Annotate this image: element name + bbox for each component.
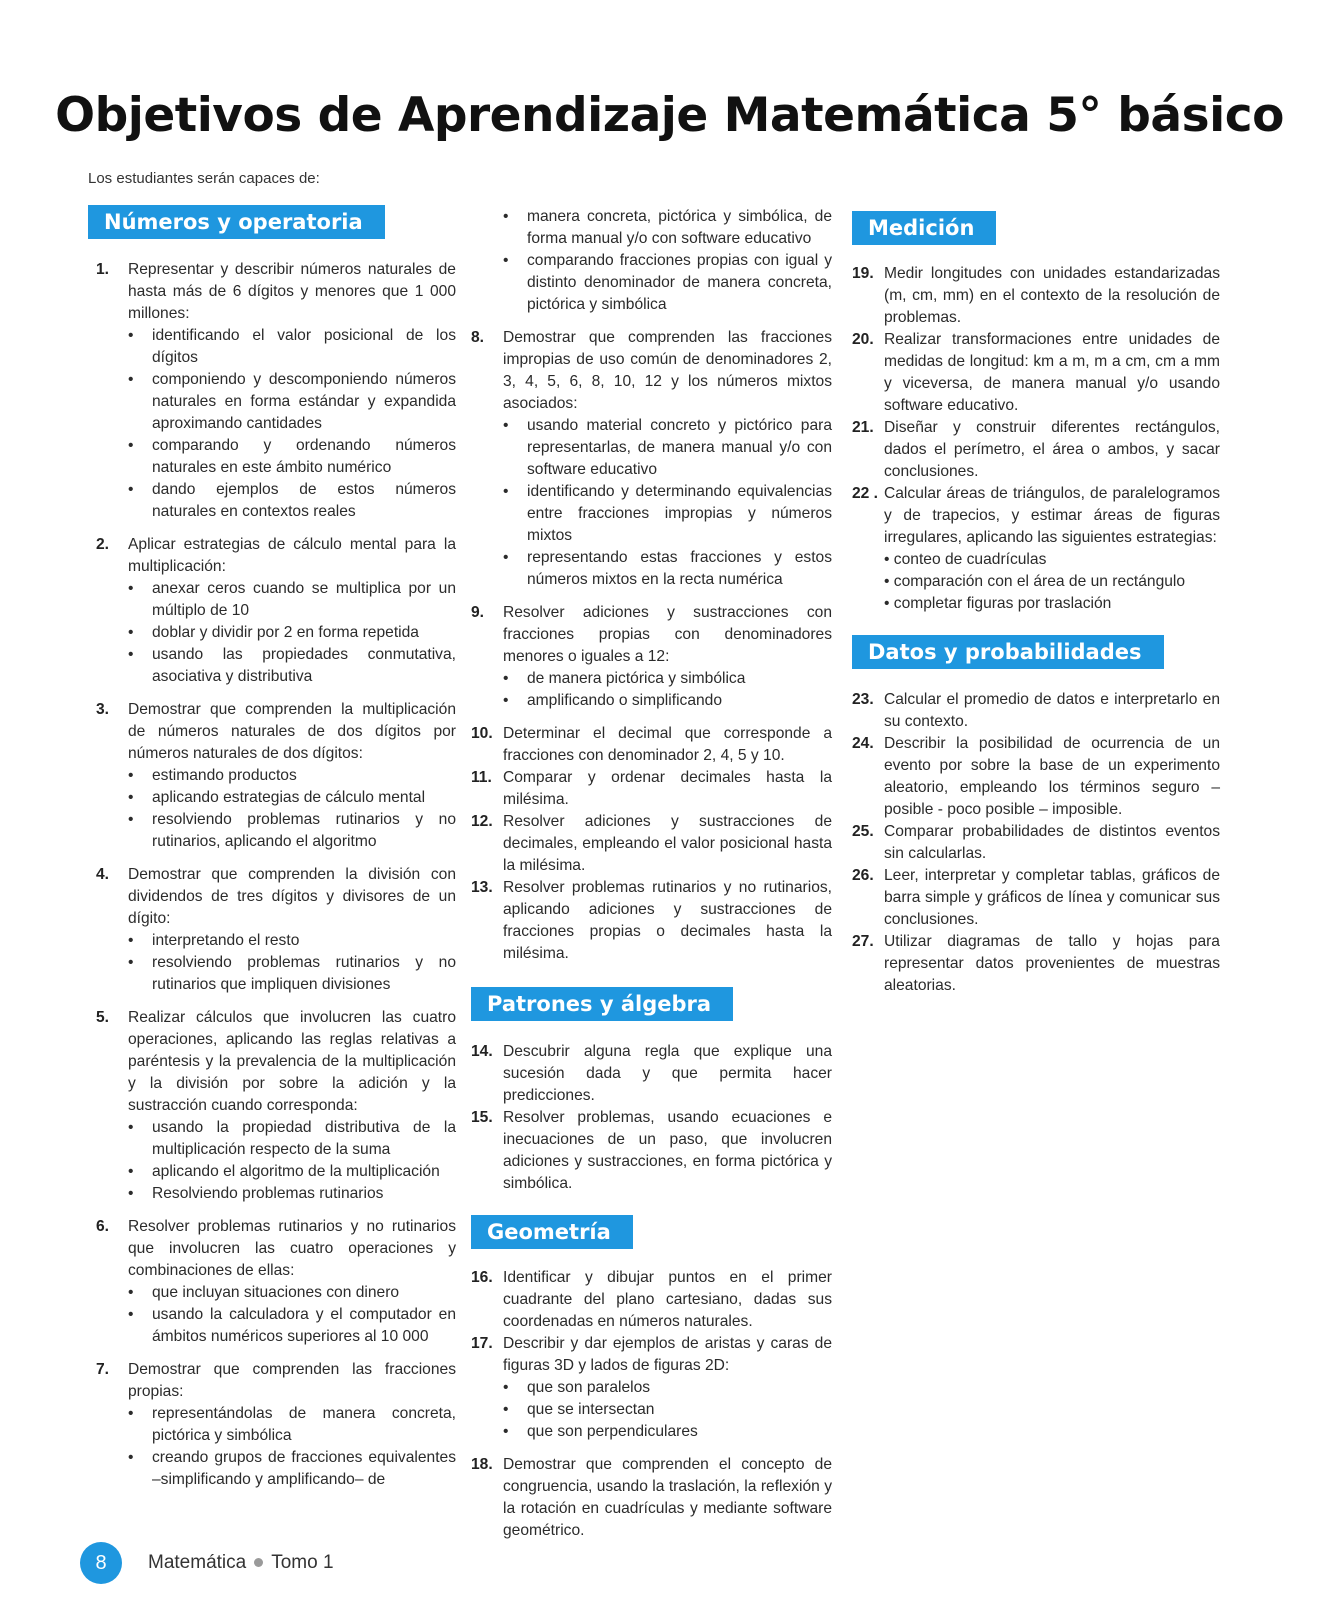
objective-item [471, 1267, 832, 1333]
sub-item: • usando la calculadora y el computador en ámbitos numéricos superiores al 10 000 [128, 1304, 456, 1348]
objective-continuation [471, 206, 832, 316]
objective-number: 9. [471, 604, 485, 621]
objective-item [96, 534, 456, 688]
objective-number: 26. [852, 867, 874, 884]
objective-number: 15. [471, 1109, 493, 1126]
objective-item [471, 767, 832, 811]
sub-item: • que son perpendiculares [503, 1421, 832, 1443]
objective-item [852, 689, 1220, 733]
objective-number: 17. [471, 1335, 493, 1352]
sub-item: • amplificando o simplificando [503, 690, 832, 712]
column-1 [88, 205, 456, 1491]
section-header-medicion: Medición [852, 211, 996, 245]
objective-text: Resolver problemas rutinarios y no rutinarios que involucren las cuatro operaciones y combinaciones de ellas: [128, 1218, 456, 1279]
sub-item: • estimando productos [128, 765, 456, 787]
objective-item [471, 1333, 832, 1443]
sub-item: • que incluyan situaciones con dinero [128, 1282, 456, 1304]
objective-item [471, 602, 832, 712]
sub-item: • dando ejemplos de estos números naturales en contextos reales [128, 479, 456, 523]
objective-number: 27. [852, 933, 874, 950]
sub-item: • comparando y ordenando números naturales en este ámbito numérico [128, 435, 456, 479]
objective-item [852, 865, 1220, 931]
objective-number: 16. [471, 1269, 493, 1286]
sub-item: • usando la propiedad distributiva de la multiplicación respecto de la suma [128, 1117, 456, 1161]
sub-item: • anexar ceros cuando se multiplica por un múltiplo de 10 [128, 578, 456, 622]
objective-item [471, 723, 832, 767]
objective-text: Demostrar que comprenden las fracciones impropias de uso común de denominadores 2, 3, 4, 5, 6, 8, 10, 12 y los números mixtos asociados: [503, 329, 832, 412]
objective-number: 3. [96, 701, 110, 718]
column-3 [852, 211, 1220, 997]
objective-text: Demostrar que comprenden la multiplicación de números naturales de dos dígitos por números naturales de dos dígitos: [128, 701, 456, 762]
sub-item: • resolviendo problemas rutinarios y no rutinarios, aplicando el algoritmo [128, 809, 456, 853]
objective-number: 4. [96, 866, 110, 883]
objective-item [471, 1041, 832, 1107]
objective-item [96, 1359, 456, 1491]
objective-text: Comparar probabilidades de distintos eventos sin calcularlas. [884, 823, 1220, 862]
objective-item [471, 1454, 832, 1542]
objective-number: 1. [96, 261, 110, 278]
objective-text: Representar y describir números naturales de hasta más de 6 dígitos y menores que 1 000 millones: [128, 261, 456, 322]
objective-number: 22 . [852, 485, 879, 502]
sub-item: • identificando y determinando equivalencias entre fracciones impropias y números mixtos [503, 481, 832, 547]
objective-number: 11. [471, 769, 492, 786]
objective-number: 12. [471, 813, 493, 830]
objective-item [852, 931, 1220, 997]
objective-text: Resolver adiciones y sustracciones de decimales, empleando el valor posicional hasta la milésima. [503, 813, 832, 874]
objective-item [96, 1007, 456, 1205]
section-header-patrones: Patrones y álgebra [471, 987, 733, 1021]
column-2 [471, 206, 832, 1542]
page-number-badge: 8 [80, 1542, 122, 1584]
objective-item [471, 1107, 832, 1195]
footer-subject: Matemática [148, 1552, 247, 1573]
objective-number: 6. [96, 1218, 110, 1235]
objective-text: Medir longitudes con unidades estandarizadas (m, cm, mm) en el contexto de la resolución de problemas. [884, 265, 1220, 326]
objective-text: Descubrir alguna regla que explique una sucesión dada y que permita hacer predicciones. [503, 1043, 832, 1104]
objective-text: Demostrar que comprenden las fracciones propias: [128, 1361, 456, 1400]
objective-text: Realizar transformaciones entre unidades de medidas de longitud: km a m, m a cm, cm a mm y viceversa, de manera manual y/o usando software educativo. [884, 331, 1220, 414]
page-footer [80, 1543, 334, 1583]
objective-number: 10. [471, 725, 493, 742]
sub-item: • usando material concreto y pictórico para representarlas, de manera manual y/o con software educativo [503, 415, 832, 481]
objective-item [96, 259, 456, 523]
objective-number: 25. [852, 823, 874, 840]
objective-number: 7. [96, 1361, 110, 1378]
sub-item: • comparando fracciones propias con igual y distinto denominador de manera concreta, pictórica y simbólica [503, 250, 832, 316]
objective-text: Determinar el decimal que corresponde a fracciones con denominador 2, 4, 5 y 10. [503, 725, 832, 764]
objective-text: Describir y dar ejemplos de aristas y caras de figuras 3D y lados de figuras 2D: [503, 1335, 832, 1374]
objective-item [96, 1216, 456, 1348]
objective-number: 2. [96, 536, 110, 553]
objective-item [471, 877, 832, 965]
sub-item: • aplicando estrategias de cálculo mental [128, 787, 456, 809]
objective-text: Demostrar que comprenden la división con dividendos de tres dígitos y divisores de un dígito: [128, 866, 456, 927]
objective-text: Resolver problemas rutinarios y no rutinarios, aplicando adiciones y sustracciones de fracciones propias o decimales hasta la milésima. [503, 879, 832, 962]
section-header-numeros: Números y operatoria [88, 205, 385, 239]
sub-item: • aplicando el algoritmo de la multiplicación [128, 1161, 456, 1183]
sub-item: • que se intersectan [503, 1399, 832, 1421]
objective-text: Realizar cálculos que involucren las cuatro operaciones, aplicando las reglas relativas a paréntesis y la prevalencia de la multiplicación y la división por sobre la adición y la sustracción cuando corresponda: [128, 1009, 456, 1114]
sub-item: • creando grupos de fracciones equivalentes –simplificando y amplificando– de [128, 1447, 456, 1491]
footer-volume: Tomo 1 [271, 1552, 334, 1573]
objective-item [852, 417, 1220, 483]
sub-item: • comparación con el área de un rectángulo [884, 571, 1220, 593]
objective-item [96, 864, 456, 996]
objective-number: 19. [852, 265, 874, 282]
objective-item [96, 699, 456, 853]
objective-text: Diseñar y construir diferentes rectángulos, dados el perímetro, el área o ambos, y sacar conclusiones. [884, 419, 1220, 480]
footer-separator-dot [254, 1558, 263, 1567]
objective-number: 13. [471, 879, 493, 896]
objective-text: Leer, interpretar y completar tablas, gráficos de barra simple y gráficos de línea y comunicar sus conclusiones. [884, 867, 1220, 928]
objective-item [852, 483, 1220, 615]
objective-text: Describir la posibilidad de ocurrencia de un evento por sobre la base de un experimento aleatorio, empleando los términos seguro – posible - poco posible – imposible. [884, 735, 1220, 818]
objective-number: 23. [852, 691, 874, 708]
objective-item [852, 733, 1220, 821]
objective-item [471, 327, 832, 591]
sub-item: • resolviendo problemas rutinarios y no rutinarios que impliquen divisiones [128, 952, 456, 996]
sub-item: • completar figuras por traslación [884, 593, 1220, 615]
objective-number: 18. [471, 1456, 493, 1473]
objective-text: Comparar y ordenar decimales hasta la milésima. [503, 769, 832, 808]
objective-text: Demostrar que comprenden el concepto de congruencia, usando la traslación, la reflexión y la rotación en cuadrículas y mediante software geométrico. [503, 1456, 832, 1539]
sub-item: • que son paralelos [503, 1377, 832, 1399]
objective-item [471, 811, 832, 877]
objective-item [852, 329, 1220, 417]
objective-number: 14. [471, 1043, 493, 1060]
intro-text: Los estudiantes serán capaces de: [88, 170, 320, 187]
objective-text: Aplicar estrategias de cálculo mental para la multiplicación: [128, 536, 456, 575]
section-header-geometria: Geometría [471, 1215, 633, 1249]
objective-number: 8. [471, 329, 485, 346]
sub-item: • Resolviendo problemas rutinarios [128, 1183, 456, 1205]
objective-item [852, 821, 1220, 865]
sub-item: • conteo de cuadrículas [884, 549, 1220, 571]
sub-item: • doblar y dividir por 2 en forma repetida [128, 622, 456, 644]
section-header-datos: Datos y probabilidades [852, 635, 1164, 669]
objective-text: Calcular áreas de triángulos, de paralelogramos y de trapecios, y estimar áreas de figuras irregulares, aplicando las siguientes estrategias: [884, 485, 1220, 546]
sub-item-continued: • manera concreta, pictórica y simbólica, de forma manual y/o con software educativo [503, 206, 832, 250]
sub-item: • identificando el valor posicional de los dígitos [128, 325, 456, 369]
objective-number: 5. [96, 1009, 110, 1026]
objective-text: Utilizar diagramas de tallo y hojas para representar datos provenientes de muestras aleatorias. [884, 933, 1220, 994]
sub-item: • componiendo y descomponiendo números naturales en forma estándar y expandida aproximando cantidades [128, 369, 456, 435]
objective-text: Resolver problemas, usando ecuaciones e inecuaciones de un paso, que involucren adiciones y sustracciones, en forma pictórica y simbólica. [503, 1109, 832, 1192]
footer-caption [148, 1552, 334, 1574]
objective-text: Resolver adiciones y sustracciones con fracciones propias con denominadores menores o iguales a 12: [503, 604, 832, 665]
sub-item: • interpretando el resto [128, 930, 456, 952]
objective-item [852, 263, 1220, 329]
objective-number: 20. [852, 331, 874, 348]
sub-item: • representando estas fracciones y estos números mixtos en la recta numérica [503, 547, 832, 591]
sub-item: • representándolas de manera concreta, pictórica y simbólica [128, 1403, 456, 1447]
page-title: Objetivos de Aprendizaje Matemática 5° básico [55, 88, 1284, 143]
objective-text: Identificar y dibujar puntos en el primer cuadrante del plano cartesiano, dadas sus coordenadas en números naturales. [503, 1269, 832, 1330]
objective-number: 24. [852, 735, 874, 752]
sub-item: • usando las propiedades conmutativa, asociativa y distributiva [128, 644, 456, 688]
objective-text: Calcular el promedio de datos e interpretarlo en su contexto. [884, 691, 1220, 730]
sub-item: • de manera pictórica y simbólica [503, 668, 832, 690]
objective-number: 21. [852, 419, 874, 436]
